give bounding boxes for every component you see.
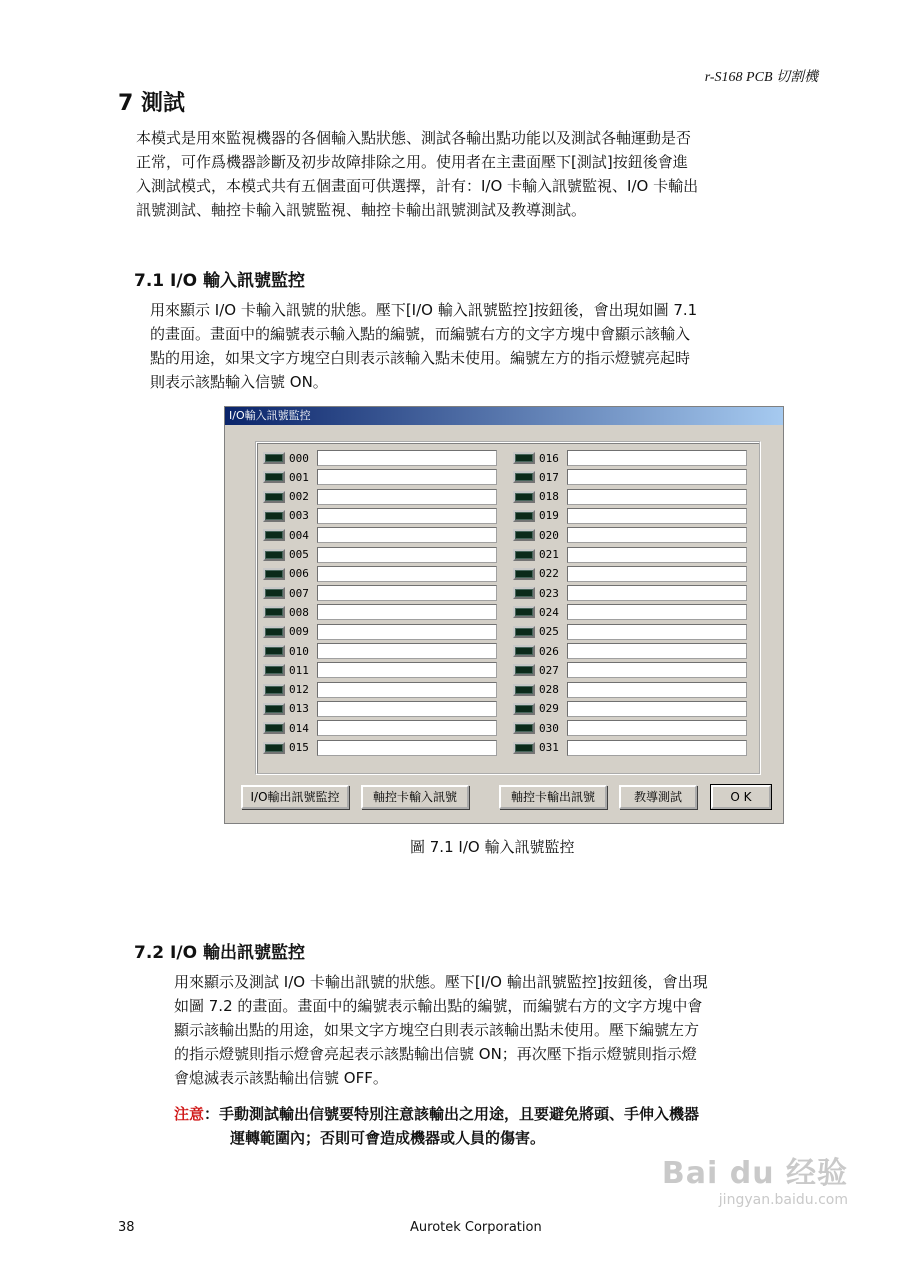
io-description-field: [567, 720, 747, 736]
io-row: [513, 449, 747, 467]
io-description-field: [317, 682, 497, 698]
indicator-led-icon: [263, 529, 285, 541]
io-description-field: [317, 489, 497, 505]
header-title: r-S168 PCB 切割機: [704, 70, 818, 85]
paragraph-line: 會熄滅表示該點輸出信號 OFF。: [174, 1069, 388, 1087]
io-number: 008: [289, 605, 309, 619]
io-description-field: [317, 469, 497, 485]
io-row: [263, 739, 497, 757]
io-number: 029: [539, 702, 559, 716]
io-description-field: [567, 585, 747, 601]
paragraph-line: 則表示該點輸入信號 ON。: [150, 373, 328, 391]
io-description-field: [567, 508, 747, 524]
io-number: 024: [539, 605, 559, 619]
io-number: 028: [539, 683, 559, 697]
paragraph-line: 點的用途，如果文字方塊空白則表示該輸入點未使用。編號左方的指示燈號亮起時: [150, 349, 691, 367]
io-row: [263, 623, 497, 641]
section-heading-7-2: 7.2 I/O 輸出訊號監控: [134, 943, 305, 963]
io-number: 021: [539, 548, 559, 561]
footer-company: Aurotek Corporation: [410, 1220, 542, 1235]
io-number: 006: [289, 567, 309, 581]
io-description-field: [317, 662, 497, 678]
indicator-led-icon: [263, 452, 285, 464]
io-row: [513, 642, 747, 660]
io-description-field: [567, 662, 747, 678]
io-number: 016: [539, 451, 559, 465]
io-number: 023: [539, 586, 559, 600]
io-input-monitor-dialog: [224, 406, 784, 824]
indicator-led-icon: [513, 491, 535, 503]
io-description-field: [317, 508, 497, 524]
indicator-led-icon: [263, 742, 285, 754]
io-description-field: [317, 720, 497, 736]
io-row: [263, 642, 497, 660]
indicator-led-icon: [263, 549, 285, 561]
io-row: [513, 526, 747, 544]
io-number: 007: [289, 586, 309, 600]
io-row: [263, 507, 497, 525]
indicator-led-icon: [513, 703, 535, 715]
io-description-field: [567, 643, 747, 659]
section-heading-7: 7 測試: [118, 91, 185, 116]
io-description-field: [567, 547, 747, 563]
indicator-led-icon: [263, 722, 285, 734]
indicator-led-icon: [263, 471, 285, 483]
io-row: [263, 700, 497, 718]
io-row: [263, 449, 497, 467]
io-row: [513, 584, 747, 602]
io-row: [263, 488, 497, 506]
section-7-2-paragraph: [174, 970, 820, 1090]
io-row: [263, 603, 497, 621]
indicator-led-icon: [513, 684, 535, 696]
io-row: [513, 623, 747, 641]
indicator-led-icon: [263, 606, 285, 618]
io-number: 022: [539, 567, 559, 581]
warning-note: [174, 1102, 824, 1150]
io-description-field: [317, 547, 497, 563]
io-number: 017: [539, 470, 559, 484]
paragraph-line: 的畫面。畫面中的編號表示輸入點的編號，而編號右方的文字方塊中會顯示該輸入: [150, 325, 691, 343]
paragraph-line: 用來顯示 I/O 卡輸入訊號的狀態。壓下[I/O 輸入訊號監控]按鈕後，會出現如圖 7.1: [150, 301, 698, 319]
watermark: [648, 1148, 848, 1208]
io-description-field: [317, 604, 497, 620]
io-number: 013: [289, 702, 309, 716]
io-row: [263, 719, 497, 737]
io-description-field: [567, 469, 747, 485]
io-description-field: [567, 527, 747, 543]
io-number: 012: [289, 683, 309, 697]
indicator-led-icon: [263, 664, 285, 676]
note-line-2: 運轉範圍內；否則可會造成機器或人員的傷害。: [230, 1129, 546, 1147]
section-7-1-paragraph: [150, 298, 820, 394]
io-panel: [255, 441, 761, 775]
io-description-field: [317, 585, 497, 601]
io-description-field: [567, 740, 747, 756]
dialog-title: I/O輸入訊號監控: [225, 407, 783, 425]
io-description-field: [317, 624, 497, 640]
io-row: [513, 719, 747, 737]
io-number: 009: [289, 625, 309, 639]
section-7-paragraph: [136, 126, 820, 222]
io-row: [513, 488, 747, 506]
indicator-led-icon: [263, 645, 285, 657]
paragraph-line: 如圖 7.2 的畫面。畫面中的編號表示輸出點的編號，而編號右方的文字方塊中會: [174, 997, 703, 1015]
io-number: 011: [289, 663, 309, 677]
indicator-led-icon: [263, 684, 285, 696]
io-description-field: [317, 643, 497, 659]
indicator-led-icon: [263, 510, 285, 522]
io-description-field: [567, 604, 747, 620]
indicator-led-icon: [263, 626, 285, 638]
indicator-led-icon: [263, 587, 285, 599]
io-row: [263, 565, 497, 583]
io-row: [513, 546, 747, 564]
io-number: 014: [289, 721, 309, 735]
io-number: 001: [289, 470, 309, 484]
io-number: 000: [289, 451, 309, 465]
paragraph-line: 本模式是用來監視機器的各個輸入點狀態、測試各輸出點功能以及測試各軸運動是否: [136, 129, 692, 147]
indicator-led-icon: [513, 510, 535, 522]
io-output-monitor-button[interactable]: I/O輸出訊號監控: [241, 785, 349, 809]
paragraph-line: 正常，可作爲機器診斷及初步故障排除之用。使用者在主畫面壓下[測試]按鈕後會進: [136, 153, 688, 171]
indicator-led-icon: [513, 568, 535, 580]
io-row: [513, 739, 747, 757]
io-description-field: [317, 527, 497, 543]
io-number: 025: [539, 625, 559, 639]
watermark-logo: Bai du 经验: [661, 1156, 848, 1191]
indicator-led-icon: [513, 587, 535, 599]
figure-caption: 圖 7.1 I/O 輸入訊號監控: [410, 838, 575, 856]
io-number: 010: [289, 644, 309, 658]
io-row: [263, 468, 497, 486]
io-row: [513, 507, 747, 525]
indicator-led-icon: [513, 452, 535, 464]
io-description-field: [567, 450, 747, 466]
io-number: 002: [289, 490, 309, 504]
io-description-field: [317, 701, 497, 717]
io-description-field: [567, 624, 747, 640]
io-number: 019: [539, 509, 559, 523]
indicator-led-icon: [513, 606, 535, 618]
io-row: [513, 661, 747, 679]
io-row: [263, 584, 497, 602]
note-line-1: [174, 1102, 824, 1126]
io-number: 031: [539, 741, 559, 754]
io-number: 018: [539, 490, 559, 504]
io-number: 004: [289, 528, 309, 542]
io-row: [513, 468, 747, 486]
io-row: [513, 603, 747, 621]
axis-output-signal-button[interactable]: 軸控卡輸出訊號: [499, 785, 607, 809]
indicator-led-icon: [513, 722, 535, 734]
io-number: 003: [289, 509, 309, 523]
io-row: [513, 565, 747, 583]
indicator-led-icon: [513, 645, 535, 657]
indicator-led-icon: [513, 471, 535, 483]
io-number: 005: [289, 548, 309, 561]
io-description-field: [567, 489, 747, 505]
io-row: [263, 546, 497, 564]
io-description-field: [567, 566, 747, 582]
paragraph-line: 的指示燈號則指示燈會亮起表示該點輸出信號 ON；再次壓下指示燈號則指示燈: [174, 1045, 697, 1063]
io-description-field: [567, 701, 747, 717]
axis-input-signal-button[interactable]: 軸控卡輸入訊號: [361, 785, 469, 809]
paragraph-line: 顯示該輸出點的用途，如果文字方塊空白則表示該輸出點未使用。壓下編號左方: [174, 1021, 700, 1039]
io-row: [513, 700, 747, 718]
paragraph-line: 訊號測試、軸控卡輸入訊號監視、軸控卡輸出訊號測試及教導測試。: [136, 201, 587, 219]
io-description-field: [317, 740, 497, 756]
indicator-led-icon: [263, 568, 285, 580]
indicator-led-icon: [513, 664, 535, 676]
io-description-field: [317, 450, 497, 466]
indicator-led-icon: [263, 703, 285, 715]
io-number: 027: [539, 663, 559, 677]
watermark-url: jingyan.baidu.com: [718, 1192, 848, 1208]
io-row: [263, 526, 497, 544]
io-description-field: [317, 566, 497, 582]
indicator-led-icon: [513, 529, 535, 541]
indicator-led-icon: [263, 491, 285, 503]
io-row: [513, 681, 747, 699]
paragraph-line: 入測試模式，本模式共有五個畫面可供選擇，計有：I/O 卡輸入訊號監視、I/O 卡輸出: [136, 177, 699, 195]
io-number: 020: [539, 528, 559, 542]
io-number: 030: [539, 721, 559, 735]
io-description-field: [567, 682, 747, 698]
indicator-led-icon: [513, 626, 535, 638]
note-label: 注意: [174, 1105, 205, 1123]
io-row: [263, 661, 497, 679]
paragraph-line: 用來顯示及測試 I/O 卡輸出訊號的狀態。壓下[I/O 輸出訊號監控]按鈕後，會出現: [174, 973, 708, 991]
note-text: ：手動測試輸出信號要特別注意該輸出之用途，且要避免將頭、手伸入機器: [204, 1105, 700, 1123]
indicator-led-icon: [513, 549, 535, 561]
section-heading-7-1: 7.1 I/O 輸入訊號監控: [134, 271, 305, 291]
io-number: 015: [289, 741, 309, 754]
io-row: [263, 681, 497, 699]
io-number: 026: [539, 644, 559, 658]
indicator-led-icon: [513, 742, 535, 754]
teach-test-button[interactable]: 教導測試: [619, 785, 697, 809]
page-number: 38: [118, 1220, 135, 1235]
ok-button[interactable]: O K: [711, 785, 771, 809]
